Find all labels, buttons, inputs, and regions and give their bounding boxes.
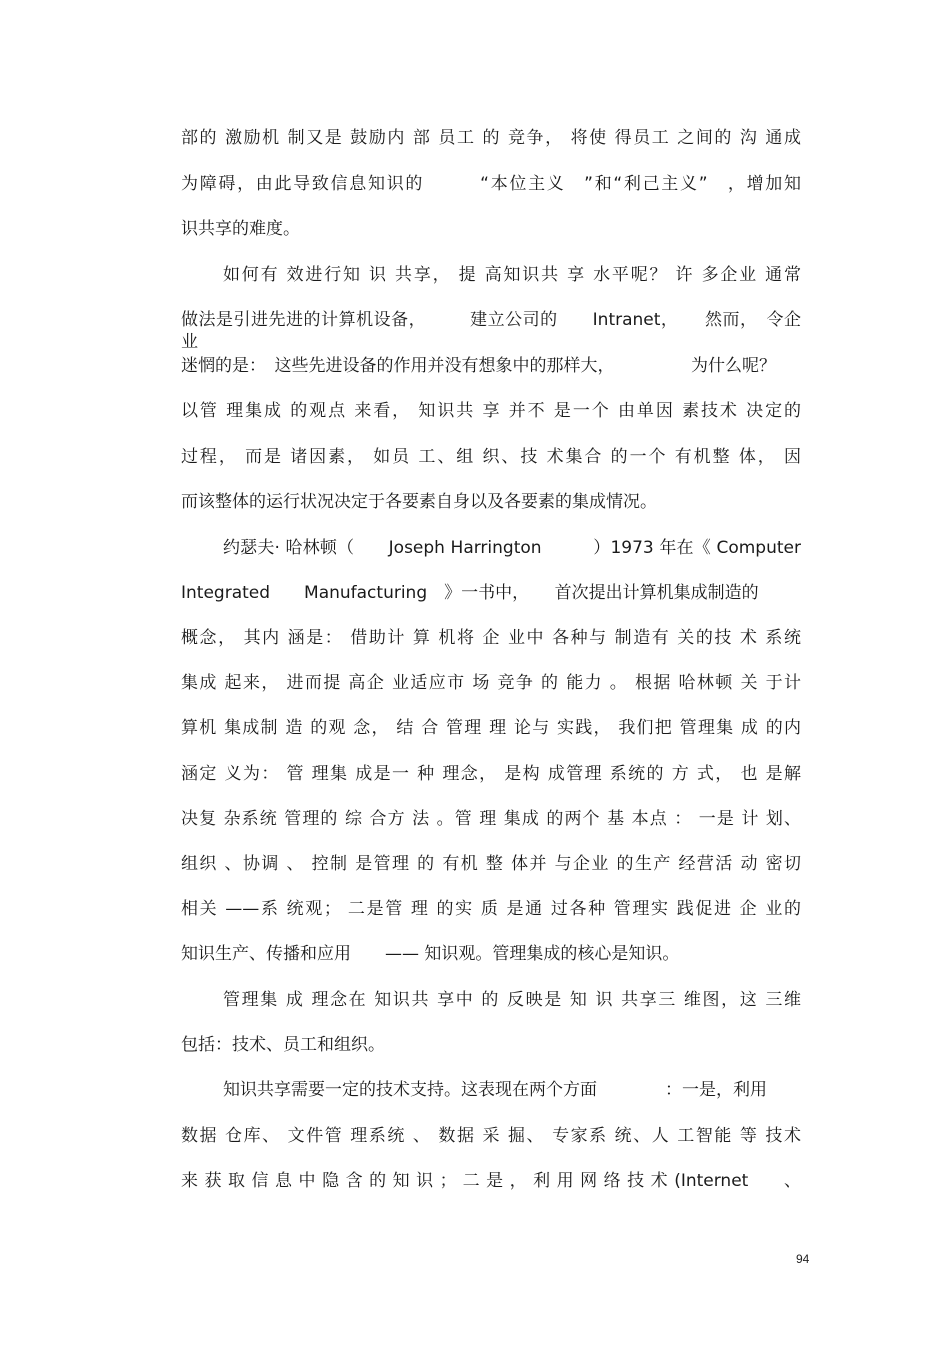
text-line: 包括：技术、员工和组织。: [181, 1035, 385, 1055]
text-line: 为障碍，由此导致信息知识的 “本位主义 ”和“利己主义” ，增加知: [181, 174, 801, 194]
text-line: 组织 、协调 、 控制 是管理 的 有机 整 体并 与企业 的生产 经营活 动 密切: [181, 854, 801, 874]
text-line: 识共享的难度。: [181, 219, 300, 239]
text-line: 来 获 取 信 息 中 隐 含 的 知 识 ； 二 是 ， 利 用 网 络 技 术 (Internet 、: [181, 1171, 801, 1191]
text-line: 而该整体的运行状况决定于各要素自身以及各要素的集成情况。: [181, 492, 657, 512]
text-line: 做法是引进先进的计算机设备， 建立公司的 Intranet， 然而， 令企业: [181, 310, 801, 352]
text-line: 如何有 效进行知 识 共享， 提 高知识共 享 水平呢？ 许 多企业 通常: [223, 265, 801, 285]
page-number: 94: [796, 1252, 810, 1266]
text-line: 决复 杂系统 管理的 综 合方 法 。管 理 集成 的两个 基 本点 ： 一是 计 划、: [181, 809, 801, 829]
text-line: 集成 起来， 进而提 高企 业适应市 场 竞争 的 能力 。 根据 哈林顿 关 于计: [181, 673, 801, 693]
text-line: 迷惘的是： 这些先进设备的作用并没有想象中的那样大， 为什么呢？: [181, 356, 776, 376]
text-line: 知识生产、传播和应用 —— 知识观。管理集成的核心是知识。: [181, 944, 680, 964]
text-line: 概念， 其内 涵是： 借助计 算 机将 企 业中 各种与 制造有 关的技 术 系统: [181, 628, 801, 648]
text-line: 算机 集成制 造 的观 念， 结 合 管理 理 论与 实践， 我们把 管理集 成 的内: [181, 718, 801, 738]
text-line: Integrated Manufacturing 》一书中， 首次提出计算机集成制造的: [181, 583, 759, 603]
text-line: 以管 理集成 的观点 来看， 知识共 享 并不 是一个 由单因 素技术 决定的: [181, 401, 801, 421]
text-line: 管理集 成 理念在 知识共 享中 的 反映是 知 识 共享三 维图，这 三维: [223, 990, 801, 1010]
text-line: 涵定 义为： 管 理集 成是一 种 理念， 是构 成管理 系统的 方 式， 也 是解: [181, 764, 801, 784]
text-line: 过程， 而是 诸因素， 如员 工、组 织、技 术集合 的一个 有机整 体， 因: [181, 447, 801, 467]
text-line: 部的 激励机 制又是 鼓励内 部 员工 的 竞争， 将使 得员工 之间的 沟 通成: [181, 128, 801, 148]
text-line: 数据 仓库、 文件管 理系统 、 数据 采 掘、 专家系 统、人 工智能 等 技术: [181, 1126, 801, 1146]
text-line: 知识共享需要一定的技术支持。这表现在两个方面 ：一是，利用: [223, 1080, 767, 1100]
text-line: 约瑟夫· 哈林顿（ Joseph Harrington ）1973 年在《 Computer: [223, 538, 801, 558]
text-line: 相关 ——系 统观； 二是管 理 的实 质 是通 过各种 管理实 践促进 企 业的: [181, 899, 801, 919]
